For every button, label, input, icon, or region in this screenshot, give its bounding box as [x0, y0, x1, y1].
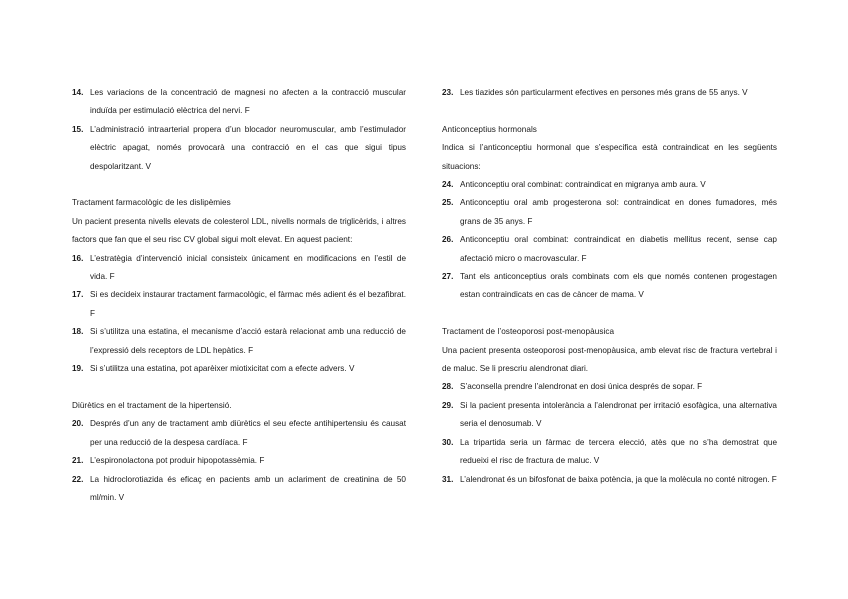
question-item — [442, 176, 777, 194]
question-item — [72, 121, 406, 176]
question-text: S’aconsella prendre l’alendronat en dosi única després de sopar. F — [460, 382, 703, 392]
question-number: 29. — [442, 400, 454, 410]
question-item — [72, 286, 406, 323]
question-text: Si es decideix instaurar tractament farmacològic, el fàrmac més adient és el bezafibrat. F — [90, 290, 406, 318]
section-intro: Indica si l’anticonceptiu hormonal que s’especifica està contraindicat en les següents situacions: — [442, 143, 777, 171]
question-item — [442, 434, 777, 471]
question-number: 15. — [72, 124, 84, 134]
question-number: 27. — [442, 272, 454, 282]
question-item — [442, 268, 777, 305]
question-item — [442, 194, 777, 231]
question-text: Si la pacient presenta intolerància a l’alendronat per irritació esofàgica, una alternativa seria el denosumab. V — [460, 400, 777, 429]
question-text: Les variacions de la concentració de magnesi no afecten a la contracció muscular induïda per estimulació elèctrica del nervi. F — [90, 88, 406, 116]
question-number: 30. — [442, 437, 454, 447]
question-text: Si s’utilitza una estatina, pot aparèixer miotixicitat com a efecte advers. V — [90, 364, 355, 374]
question-text: Anticonceptiu oral amb progesterona sol: contraindicat en dones fumadores, més grans de 35 anys. F — [460, 198, 777, 226]
question-item — [442, 397, 777, 434]
question-item — [442, 471, 777, 489]
question-item — [72, 250, 406, 287]
question-item — [442, 84, 777, 102]
question-text: L’administració intraarterial propera d’un blocador neuromuscular, amb l’estimulador elèctric apagat, només provocarà una contracció en el cas que sigui tipus despolaritzant. V — [90, 124, 406, 171]
section-intro: Un pacient presenta nivells elevats de colesterol LDL, nivells normals de triglicèrids, i altres factors que fan que el seu risc CV global sigui molt elevat. En aquest pacient: — [72, 216, 406, 245]
question-number: 18. — [72, 327, 84, 337]
section-heading: Tractament farmacològic de les dislipèmies — [72, 198, 231, 208]
question-number: 25. — [442, 198, 454, 208]
question-text: L’estratègia d’intervenció inicial consisteix únicament en modificacions en l’estil de vida. F — [90, 253, 406, 282]
spacer — [72, 176, 406, 194]
question-item — [72, 415, 406, 452]
question-text: La hidroclorotiazida és eficaç en pacients amb un aclariment de creatinina de 50 ml/min. V — [90, 474, 406, 502]
question-item — [442, 231, 777, 268]
question-item — [72, 84, 406, 121]
question-text: L’espironolactona pot produir hipopotassèmia. F — [90, 456, 265, 466]
question-number: 23. — [442, 88, 454, 97]
question-number: 22. — [72, 474, 84, 484]
question-number: 28. — [442, 382, 454, 392]
question-text: Tant els anticonceptius orals combinats com els que només contenen progestagen estan contraindicats en cas de càncer de mama. V — [460, 272, 777, 300]
question-number: 17. — [72, 290, 84, 300]
question-item — [442, 378, 777, 396]
question-number: 31. — [442, 474, 454, 484]
question-text: Si s’utilitza una estatina, el mecanisme d’acció estarà relacionat amb una reducció de l’expressió dels receptors de LDL hepàtics. F — [90, 327, 406, 355]
question-text: Anticonceptiu oral combinat: contraindicat en migranya amb aura. V — [460, 180, 706, 190]
question-item — [72, 360, 406, 378]
question-text: Les tiazides són particularment efectives en persones més grans de 55 anys. V — [460, 88, 748, 97]
question-number: 14. — [72, 88, 84, 97]
question-item — [72, 452, 406, 470]
right-column — [442, 84, 777, 489]
question-text: Després d’un any de tractament amb diürètics el seu efecte antihipertensiu és causat per una reducció de la despesa cardíaca. F — [90, 419, 406, 447]
section-heading: Tractament de l’osteoporosi post-menopàusica — [442, 327, 615, 337]
question-number: 21. — [72, 456, 84, 466]
question-item — [72, 471, 406, 508]
section-heading: Diürètics en el tractament de la hipertensió. — [72, 400, 232, 410]
question-text: Anticonceptiu oral combinat: contraindicat en diabetis mellitus recent, sense cap afectació micro o macrovascular. F — [460, 235, 777, 263]
question-number: 24. — [442, 180, 454, 190]
spacer — [442, 305, 777, 323]
question-text: L’alendronat és un bifosfonat de baixa potència, ja que la molècula no conté nitrogen. F — [460, 474, 777, 484]
question-number: 19. — [72, 364, 84, 374]
question-number: 20. — [72, 419, 84, 429]
section-intro: Una pacient presenta osteoporosi post-menopàusica, amb elevat risc de fractura vertebral i de maluc. Se li prescriu alendronat diari. — [442, 345, 777, 374]
question-item — [72, 323, 406, 360]
question-number: 16. — [72, 253, 84, 263]
left-column — [72, 84, 406, 507]
question-text: La tripartida seria un fàrmac de tercera elecció, atès que no s’ha demostrat que redueixi el risc de fractura de maluc. V — [460, 437, 777, 466]
spacer — [442, 102, 777, 120]
section-heading: Anticonceptius hormonals — [442, 124, 537, 134]
question-number: 26. — [442, 235, 454, 245]
spacer — [72, 378, 406, 396]
